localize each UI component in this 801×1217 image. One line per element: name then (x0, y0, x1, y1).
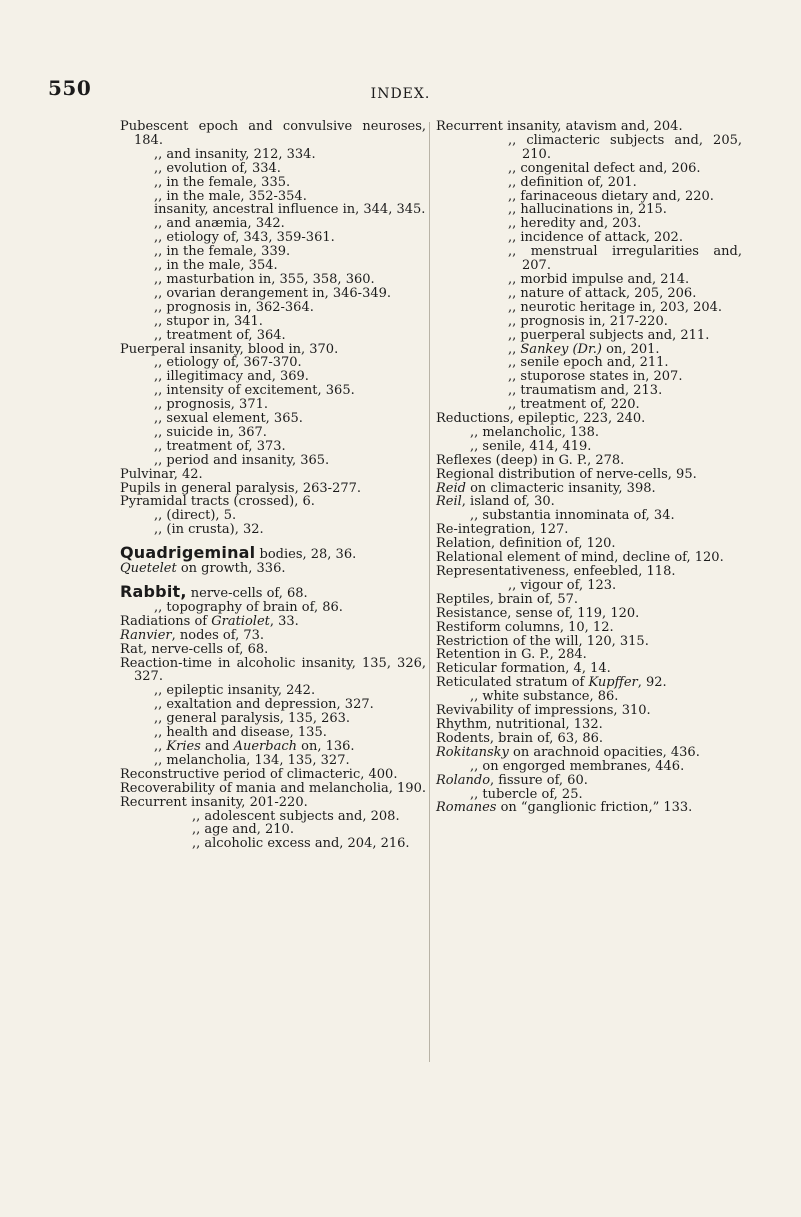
index-entry-text: ,, in the male, 354. (154, 258, 278, 274)
index-entry (120, 582, 426, 601)
index-entry-text: ,, climacteric subjects and, 205, 210. (508, 132, 742, 162)
index-entry-text: Recurrent insanity, atavism and, 204. (436, 119, 683, 134)
index-entry-italic: Reid (436, 480, 466, 496)
index-entry (436, 648, 742, 662)
index-entry-text: ,, prognosis in, 362-364. (154, 299, 314, 315)
index-entry (436, 343, 742, 357)
index-entry-text: ,, tubercle of, 25. (470, 786, 583, 802)
index-entry (120, 643, 426, 657)
index-entry-text: ,, heredity and, 203. (508, 216, 642, 232)
index-entry (436, 509, 742, 523)
index-entry (436, 760, 742, 774)
index-entry-text: ,, treatment of, 220. (508, 397, 640, 413)
index-entry (436, 162, 742, 176)
index-heading-word: Quadrigeminal (120, 543, 256, 563)
index-entry-text: ,, traumatism and, 213. (508, 383, 663, 399)
index-entry-text: ,, intensity of excitement, 365. (154, 383, 355, 399)
index-entry (436, 468, 742, 482)
index-entry (436, 537, 742, 551)
index-entry-text: ,, stuporose states in, 207. (508, 369, 683, 385)
index-entry-italic: Ranvier (120, 627, 172, 643)
index-entry (436, 523, 742, 537)
index-entry (436, 454, 742, 468)
index-entry-text: ,, illegitimacy and, 369. (154, 369, 309, 385)
index-entry-text: Reticulated stratum of (436, 675, 589, 691)
index-entry-text: ,, (direct), 5. (154, 508, 237, 524)
index-entry-text: Pulvinar, 42. (120, 466, 203, 482)
index-entry-text: ,, in the female, 339. (154, 244, 291, 260)
index-column-left (120, 120, 426, 851)
index-entry-text: on, 136. (296, 738, 355, 754)
index-entry (120, 796, 426, 810)
index-entry-text: on “ganglionic friction,” 133. (496, 800, 693, 816)
index-entry-text: ,, exaltation and depression, 327. (154, 697, 374, 713)
index-entry (436, 203, 742, 217)
index-entry (120, 782, 426, 796)
index-entry-text: Pupils in general paralysis, 263-277. (120, 480, 362, 496)
index-entry-text: on growth, 336. (176, 561, 286, 577)
index-entry-text: Rhythm, nutritional, 132. (436, 716, 603, 732)
index-entry-italic: Reil (436, 494, 462, 510)
index-entry (436, 384, 742, 398)
index-entry-italic: Gratiolet (211, 613, 270, 629)
index-column-right (436, 120, 742, 815)
index-entry (120, 301, 426, 315)
index-entry-text: ,, sexual element, 365. (154, 411, 303, 427)
index-entry (436, 732, 742, 746)
index-entry-text: ,, substantia innominata of, 34. (470, 508, 675, 524)
index-entry (120, 287, 426, 301)
index-entry-text: ,, incidence of attack, 202. (508, 230, 683, 246)
index-entry (436, 120, 742, 134)
index-entry-text: ,, prognosis in, 217-220. (508, 313, 668, 329)
index-entry-text: ,, (508, 341, 521, 357)
index-entry (436, 217, 742, 231)
index-entry-text: Rat, nerve-cells of, 68. (120, 641, 269, 657)
index-entry-text: ,, prognosis, 371. (154, 397, 268, 413)
index-entry (120, 523, 426, 537)
index-entry-text: ,, etiology of, 367-370. (154, 355, 302, 371)
index-entry-text: bodies, 28, 36. (255, 547, 357, 563)
index-entry (120, 245, 426, 259)
index-heading-word: Rabbit, (120, 582, 187, 601)
index-entry-text: ,, senile, 414, 419. (470, 438, 592, 454)
index-entry (120, 562, 426, 576)
index-entry-text: , island of, 30. (461, 494, 555, 510)
index-entry (120, 810, 426, 824)
index-entry (120, 176, 426, 190)
index-entry-text: ,, (in crusta), 32. (154, 522, 264, 538)
index-entry-text: ,, evolution of, 334. (154, 160, 281, 176)
index-entry-italic: Quetelet (120, 561, 177, 577)
index-entry (120, 468, 426, 482)
index-entry (120, 217, 426, 231)
index-entry (436, 690, 742, 704)
index-entry-text: ,, etiology of, 343, 359-361. (154, 230, 335, 246)
index-entry-text: ,, masturbation in, 355, 358, 360. (154, 271, 375, 287)
index-entry (436, 579, 742, 593)
index-entry (120, 148, 426, 162)
index-entry-text: ,, melancholic, 138. (470, 424, 599, 440)
index-entry (436, 495, 742, 509)
index-entry (436, 704, 742, 718)
index-entry (120, 384, 426, 398)
index-entry-italic: Rokitansky (436, 744, 509, 760)
index-entry-text: ,, treatment of, 364. (154, 327, 286, 343)
index-entry (120, 343, 426, 357)
index-entry (436, 315, 742, 329)
index-entry (120, 190, 426, 204)
index-entry (436, 621, 742, 635)
index-entry-text: Restriction of the will, 120, 315. (436, 633, 649, 649)
index-entry (120, 273, 426, 287)
column-divider (429, 122, 430, 1062)
running-head: INDEX. (370, 86, 431, 102)
index-entry (436, 565, 742, 579)
index-entry (120, 356, 426, 370)
index-entry (436, 426, 742, 440)
index-entry (436, 134, 742, 162)
index-entry-text: Recurrent insanity, 201-220. (120, 794, 308, 810)
index-entry-text: ,, general paralysis, 135, 263. (154, 711, 351, 727)
index-entry-text: ,, in the male, 352-354. (154, 188, 307, 204)
index-entry-text: ,, stupor in, 341. (154, 313, 263, 329)
index-entry-text: ,, on engorged membranes, 446. (470, 758, 685, 774)
index-entry (120, 615, 426, 629)
index-entry-text: Recoverability of mania and melancholia, 190. (120, 780, 426, 796)
index-entry-text: ,, menstrual irregularities and, 207. (508, 244, 742, 274)
index-entry (120, 509, 426, 523)
index-entry-text: ,, treatment of, 373. (154, 438, 286, 454)
index-entry (120, 543, 426, 563)
index-entry (436, 635, 742, 649)
index-entry (436, 482, 742, 496)
index-entry (436, 746, 742, 760)
index-entry (120, 768, 426, 782)
index-entry-text: ,, neurotic heritage in, 203, 204. (508, 299, 723, 315)
index-entry (436, 190, 742, 204)
index-entry (436, 370, 742, 384)
index-entry-text: Reflexes (deep) in G. P., 278. (436, 452, 625, 468)
index-entry-text: ,, topography of brain of, 86. (154, 599, 343, 615)
index-entry (120, 120, 426, 148)
index-entry-text: ,, health and disease, 135. (154, 725, 327, 741)
index-entry-text: ,, in the female, 335. (154, 174, 291, 190)
index-entry (120, 454, 426, 468)
index-entry (120, 398, 426, 412)
index-entry-text: Puerperal insanity, blood in, 370. (120, 341, 339, 357)
index-entry (436, 551, 742, 565)
index-entry-text: ,, hallucinations in, 215. (508, 202, 667, 218)
index-entry (120, 162, 426, 176)
index-entry (436, 593, 742, 607)
index-entry-text: and (200, 738, 234, 754)
index-entry-text: Reticular formation, 4, 14. (436, 661, 611, 677)
index-entry (436, 662, 742, 676)
index-entry-text: ,, and anæmia, 342. (154, 216, 285, 232)
index-entry (120, 315, 426, 329)
index-entry (120, 203, 426, 217)
index-entry-text: , nodes of, 73. (171, 627, 265, 643)
index-entry (120, 601, 426, 615)
index-entry (436, 774, 742, 788)
index-entry (436, 176, 742, 190)
index-entry-text: Radiations of (120, 613, 212, 629)
index-entry (436, 412, 742, 426)
index-entry-text: Regional distribution of nerve-cells, 95. (436, 466, 697, 482)
index-entry-text: nerve-cells of, 68. (186, 586, 308, 601)
index-entry-text: , fissure of, 60. (490, 772, 588, 788)
index-entry (436, 287, 742, 301)
index-entry-text: ,, melancholia, 134, 135, 327. (154, 752, 350, 768)
index-entry-text: ,, period and insanity, 365. (154, 452, 330, 468)
index-entry (436, 801, 742, 815)
index-entry-text: ,, white substance, 86. (470, 689, 619, 705)
index-entry-text: Reptiles, brain of, 57. (436, 591, 579, 607)
index-entry (120, 426, 426, 440)
index-entry (436, 676, 742, 690)
index-entry-text: Resistance, sense of, 119, 120. (436, 605, 640, 621)
index-entry-italic: Kries (166, 738, 201, 754)
index-entry (436, 231, 742, 245)
index-entry-text: Representativeness, enfeebled, 118. (436, 564, 676, 579)
index-entry (120, 629, 426, 643)
index-entry-text: Rodents, brain of, 63, 86. (436, 730, 604, 746)
index-entry-italic: Rolando (436, 772, 491, 788)
index-entry-text: on climacteric insanity, 398. (465, 480, 656, 496)
index-entry (436, 607, 742, 621)
index-entry-text: ,, and insanity, 212, 334. (154, 146, 316, 162)
index-entry-text: , 33. (269, 613, 299, 629)
index-entry-text: Reaction-time in alcoholic insanity, 135, 326, 327. (120, 655, 426, 685)
index-entry-text: ,, ovarian derangement in, 346-349. (154, 285, 392, 301)
index-entry-text: Re-integration, 127. (436, 522, 569, 538)
index-entry (436, 356, 742, 370)
index-entry-text: Relation, definition of, 120. (436, 536, 616, 552)
index-entry (436, 398, 742, 412)
index-entry (436, 788, 742, 802)
index-entry-text: ,, suicide in, 367. (154, 424, 267, 440)
index-entry-text: insanity, ancestral influence in, 344, 345. (154, 202, 426, 218)
index-entry (120, 231, 426, 245)
index-entry-text: ,, adolescent subjects and, 208. (192, 808, 400, 824)
index-entry-italic: Auerbach (233, 738, 297, 754)
index-entry-text: on arachnoid opacities, 436. (508, 744, 700, 760)
index-entry-italic: Kupffer (588, 675, 638, 691)
index-entry-text: , 92. (637, 675, 667, 691)
index-entry (120, 370, 426, 384)
index-entry-italic: Sankey (Dr.) (520, 341, 602, 357)
index-entry (436, 301, 742, 315)
index-entry-text: ,, vigour of, 123. (508, 577, 617, 593)
index-entry (120, 684, 426, 698)
index-entry (120, 837, 426, 851)
index-entry-text: Restiform columns, 10, 12. (436, 619, 614, 635)
index-entry-text: ,, age and, 210. (192, 822, 294, 838)
index-entry (120, 440, 426, 454)
index-entry-text: on, 201. (601, 341, 660, 357)
index-entry-text: Pubescent epoch and convulsive neuroses, 184. (120, 119, 426, 148)
index-entry (436, 273, 742, 287)
index-entry (120, 740, 426, 754)
index-entry (120, 329, 426, 343)
index-entry (120, 259, 426, 273)
index-entry-text: Revivability of impressions, 310. (436, 703, 651, 719)
index-entry (120, 698, 426, 712)
index-entry (436, 718, 742, 732)
index-entry-text: ,, congenital defect and, 206. (508, 160, 701, 176)
index-entry (436, 329, 742, 343)
index-entry (120, 754, 426, 768)
index-entry-text: ,, definition of, 201. (508, 174, 637, 190)
index-entry-text: ,, nature of attack, 205, 206. (508, 285, 697, 301)
index-entry-text: Relational element of mind, decline of, 120. (436, 550, 724, 566)
index-entry-text: Pyramidal tracts (crossed), 6. (120, 494, 315, 510)
index-entry-text: ,, senile epoch and, 211. (508, 355, 669, 371)
index-entry-italic: Romanes (436, 800, 497, 816)
index-entry (120, 412, 426, 426)
page-number: 550 (48, 76, 92, 100)
index-entry-text: ,, puerperal subjects and, 211. (508, 327, 710, 343)
index-entry-text: Retention in G. P., 284. (436, 647, 587, 663)
index-entry (120, 712, 426, 726)
index-entry (436, 440, 742, 454)
index-entry (120, 657, 426, 685)
index-entry (436, 245, 742, 273)
index-entry-text: ,, epileptic insanity, 242. (154, 683, 316, 699)
index-entry (120, 482, 426, 496)
index-entry (120, 495, 426, 509)
index-entry-text: Reductions, epileptic, 223, 240. (436, 411, 646, 427)
index-entry (120, 726, 426, 740)
index-entry-text: ,, morbid impulse and, 214. (508, 271, 690, 287)
index-entry (120, 823, 426, 837)
index-entry-text: Reconstructive period of climacteric, 400. (120, 766, 398, 782)
index-entry-text: ,, (154, 738, 167, 754)
index-entry-text: ,, farinaceous dietary and, 220. (508, 188, 714, 204)
index-entry-text: ,, alcoholic excess and, 204, 216. (192, 836, 410, 852)
